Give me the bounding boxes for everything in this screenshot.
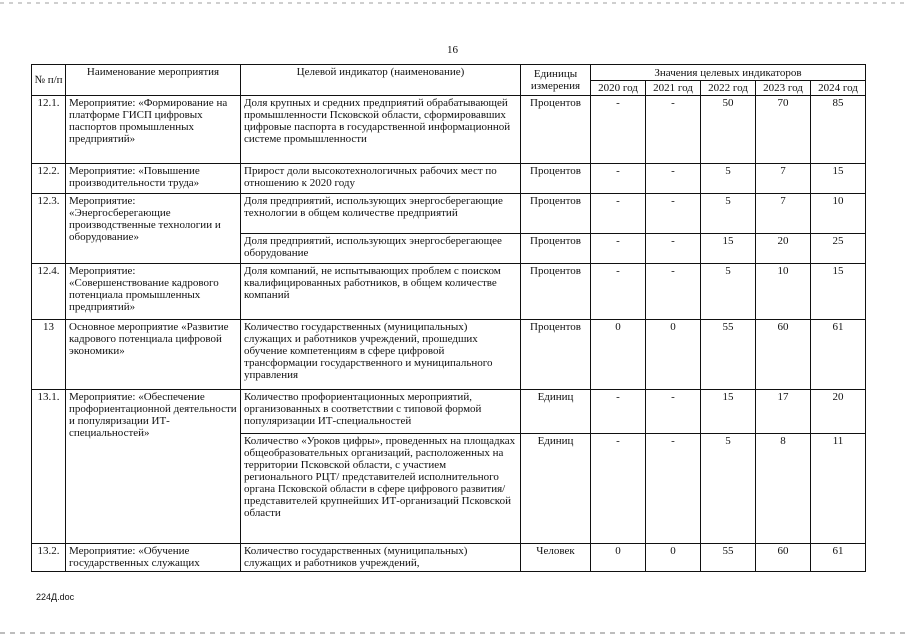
row-value-2020: - <box>591 390 646 434</box>
header-name: Наименование мероприятия <box>66 65 241 96</box>
row-value-2024: 20 <box>811 390 866 434</box>
row-num: 12.3. <box>32 194 66 264</box>
row-value-2023: 60 <box>756 320 811 390</box>
file-label: 224Д.doc <box>36 592 75 602</box>
row-value-2023: 20 <box>756 234 811 264</box>
row-value-2024: 61 <box>811 544 866 572</box>
row-value-2021: - <box>646 164 701 194</box>
row-unit: Процентов <box>521 234 591 264</box>
header-year: 2024 год <box>811 81 866 96</box>
row-unit: Человек <box>521 544 591 572</box>
row-num: 12.1. <box>32 96 66 164</box>
row-unit: Процентов <box>521 320 591 390</box>
header-values-title: Значения целевых индикаторов <box>591 65 866 81</box>
table-row <box>32 264 866 320</box>
row-value-2024: 85 <box>811 96 866 164</box>
row-value-2022: 55 <box>701 320 756 390</box>
row-name: Мероприятие: «Обеспечение профориентационной деятельности и популяризации ИТ-специальностей» <box>66 390 241 544</box>
row-value-2023: 17 <box>756 390 811 434</box>
row-name: Мероприятие: «Повышение производительности труда» <box>66 164 241 194</box>
row-num: 13.2. <box>32 544 66 572</box>
row-indicator: Количество государственных (муниципальных) служащих и работников учреждений, <box>241 544 521 572</box>
row-value-2024: 10 <box>811 194 866 234</box>
header-num: № п/п <box>32 65 66 96</box>
table-row <box>32 164 866 194</box>
row-num: 12.4. <box>32 264 66 320</box>
header-year: 2022 год <box>701 81 756 96</box>
row-name: Мероприятие: «Формирование на платформе ГИСП цифровых паспортов промышленных предприятий» <box>66 96 241 164</box>
row-indicator: Количество профориентационных мероприятий, организованных в соответствии с типовой формой популяризации ИТ-специальностей <box>241 390 521 434</box>
row-value-2024: 15 <box>811 264 866 320</box>
table-row <box>32 194 866 234</box>
row-value-2024: 11 <box>811 434 866 544</box>
row-indicator: Доля предприятий, использующих энергосберегающие технологии в общем количестве предприятий <box>241 194 521 234</box>
row-value-2024: 25 <box>811 234 866 264</box>
row-value-2020: - <box>591 434 646 544</box>
row-value-2021: - <box>646 234 701 264</box>
header-indicator: Целевой индикатор (наименование) <box>241 65 521 96</box>
row-value-2022: 50 <box>701 96 756 164</box>
row-value-2023: 8 <box>756 434 811 544</box>
row-value-2021: - <box>646 96 701 164</box>
row-value-2022: 15 <box>701 390 756 434</box>
row-indicator: Прирост доли высокотехнологичных рабочих мест по отношению к 2020 году <box>241 164 521 194</box>
row-value-2021: - <box>646 194 701 234</box>
table-row <box>32 320 866 390</box>
row-num: 13.1. <box>32 390 66 544</box>
row-unit: Процентов <box>521 164 591 194</box>
row-value-2022: 5 <box>701 264 756 320</box>
row-value-2024: 61 <box>811 320 866 390</box>
header-year: 2023 год <box>756 81 811 96</box>
row-value-2021: - <box>646 434 701 544</box>
row-value-2021: 0 <box>646 320 701 390</box>
header-year: 2021 год <box>646 81 701 96</box>
row-unit: Процентов <box>521 264 591 320</box>
header-year: 2020 год <box>591 81 646 96</box>
row-value-2022: 5 <box>701 164 756 194</box>
row-value-2021: - <box>646 390 701 434</box>
row-name: Мероприятие: «Обучение государственных служащих <box>66 544 241 572</box>
scan-edge-bottom <box>0 632 905 634</box>
row-value-2023: 7 <box>756 194 811 234</box>
row-value-2020: - <box>591 234 646 264</box>
page-number: 16 <box>447 44 458 56</box>
row-value-2023: 7 <box>756 164 811 194</box>
row-indicator: Доля предприятий, использующих энергосберегающее оборудование <box>241 234 521 264</box>
row-value-2021: - <box>646 264 701 320</box>
row-value-2022: 55 <box>701 544 756 572</box>
table-row <box>32 544 866 572</box>
row-value-2020: 0 <box>591 544 646 572</box>
row-indicator: Количество государственных (муниципальных) служащих и работников учреждений, прошедших обучение компетенциям в сфере цифровой трансформации государственного и муниципального управления <box>241 320 521 390</box>
row-indicator: Доля крупных и средних предприятий обрабатывающей промышленности Псковской области, сформировавших цифровые паспорта в государственной информационной системе промышленности <box>241 96 521 164</box>
row-num: 12.2. <box>32 164 66 194</box>
row-value-2022: 5 <box>701 194 756 234</box>
row-unit: Единиц <box>521 390 591 434</box>
row-value-2020: - <box>591 194 646 234</box>
row-unit: Единиц <box>521 434 591 544</box>
table-row <box>32 390 866 434</box>
scan-edge-top <box>0 2 905 4</box>
row-value-2023: 70 <box>756 96 811 164</box>
row-value-2023: 10 <box>756 264 811 320</box>
indicators-table <box>31 64 866 572</box>
row-value-2020: - <box>591 164 646 194</box>
row-value-2020: 0 <box>591 320 646 390</box>
row-value-2020: - <box>591 96 646 164</box>
row-value-2021: 0 <box>646 544 701 572</box>
table-row <box>32 96 866 164</box>
row-value-2022: 15 <box>701 234 756 264</box>
row-name: Мероприятие: «Энергосберегающие производственные технологии и оборудование» <box>66 194 241 264</box>
row-unit: Процентов <box>521 194 591 234</box>
row-value-2023: 60 <box>756 544 811 572</box>
row-value-2020: - <box>591 264 646 320</box>
row-indicator: Доля компаний, не испытывающих проблем с поиском квалифицированных работников, в общем количестве компаний <box>241 264 521 320</box>
row-value-2022: 5 <box>701 434 756 544</box>
row-name: Мероприятие: «Совершенствование кадрового потенциала промышленных предприятий» <box>66 264 241 320</box>
row-name: Основное мероприятие «Развитие кадрового потенциала цифровой экономики» <box>66 320 241 390</box>
row-value-2024: 15 <box>811 164 866 194</box>
header-unit: Единицы измерения <box>521 65 591 96</box>
row-num: 13 <box>32 320 66 390</box>
row-unit: Процентов <box>521 96 591 164</box>
row-indicator: Количество «Уроков цифры», проведенных на площадках общеобразовательных организаций, расположенных на территории Псковской области, с участием регионального РЦТ/ представителей исполнительного органа Псковской области в сфере цифрового развития/ представителей крупнейших ИТ-организаций Псковской области <box>241 434 521 544</box>
